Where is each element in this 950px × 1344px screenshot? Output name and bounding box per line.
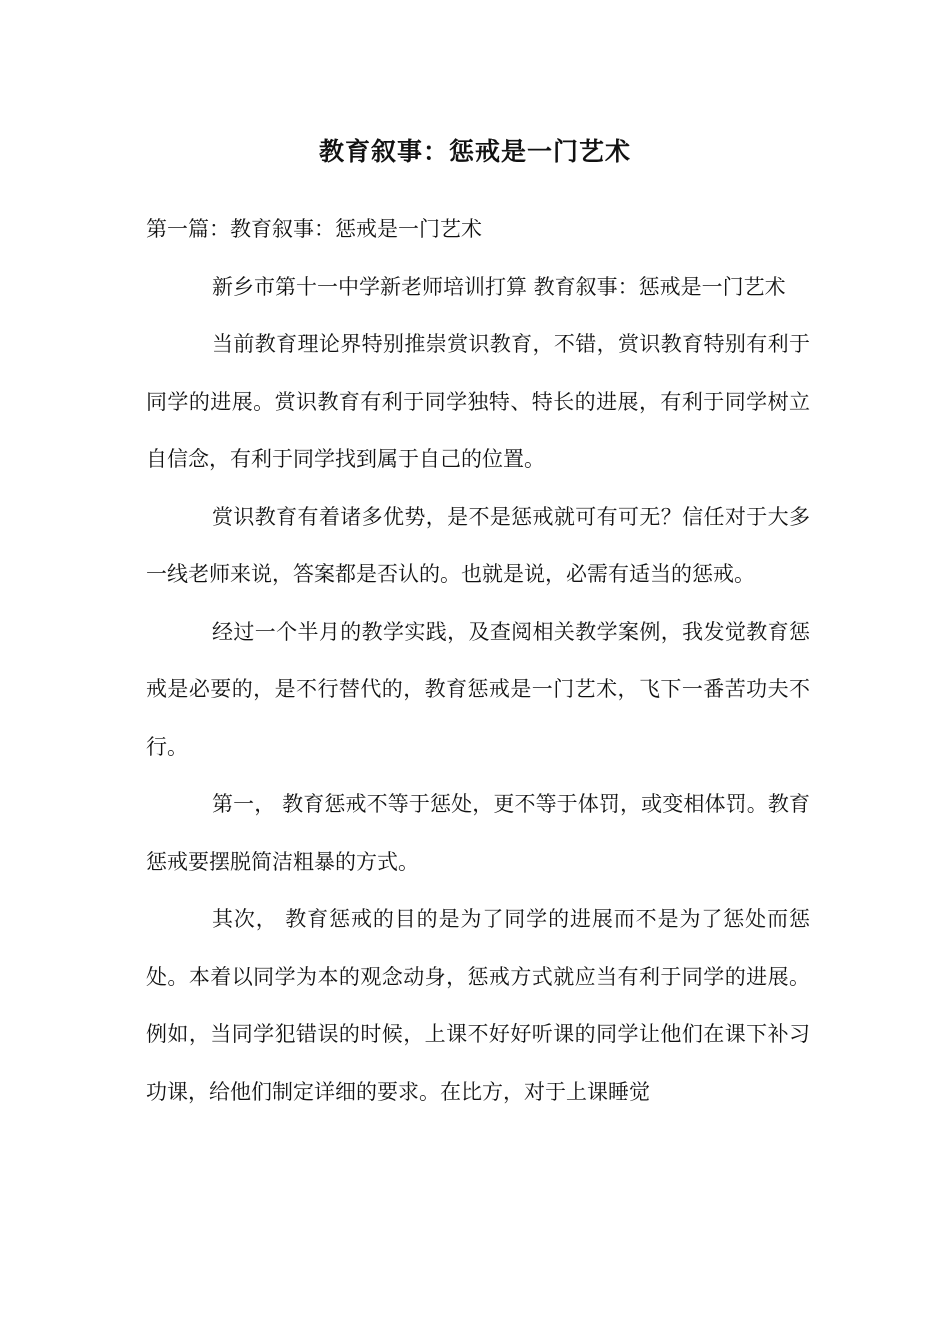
document-title: 教育叙事：惩戒是一门艺术 xyxy=(318,137,631,166)
paragraph: 第一， 教育惩戒不等于惩处，更不等于体罚，或变相体罚。教育惩戒要摆脱简洁粗暴的方式。 xyxy=(146,792,810,874)
paragraph: 经过一个半月的教学实践，及查阅相关教学案例，我发觉教育惩戒是必要的，是不行替代的，教育惩戒是一门艺术，飞下一番苦功夫不行。 xyxy=(146,619,810,759)
paragraph: 其次， 教育惩戒的目的是为了同学的进展而不是为了惩处而惩处。本着以同学为本的观念动身，惩戒方式就应当有利于同学的进展。例如，当同学犯错误的时候，上课不好好听课的同学让他们在课下补习功课，给他们制定详细的要求。在比方，对于上课睡觉 xyxy=(146,907,810,1104)
paragraph: 赏识教育有着诸多优势，是不是惩戒就可有可无？信任对于大多一线老师来说，答案都是否认的。也就是说，必需有适当的惩戒。 xyxy=(146,504,810,586)
paragraph: 新乡市第十一中学新老师培训打算 教育叙事：惩戒是一门艺术 xyxy=(212,274,786,299)
paragraph-heading: 第一篇：教育叙事：惩戒是一门艺术 xyxy=(146,217,482,241)
paragraph: 当前教育理论界特别推崇赏识教育，不错，赏识教育特别有利于同学的进展。赏识教育有利于同学独特、特长的进展，有利于同学树立自信念，有利于同学找到属于自己的位置。 xyxy=(146,332,810,471)
document-body xyxy=(146,201,810,1121)
